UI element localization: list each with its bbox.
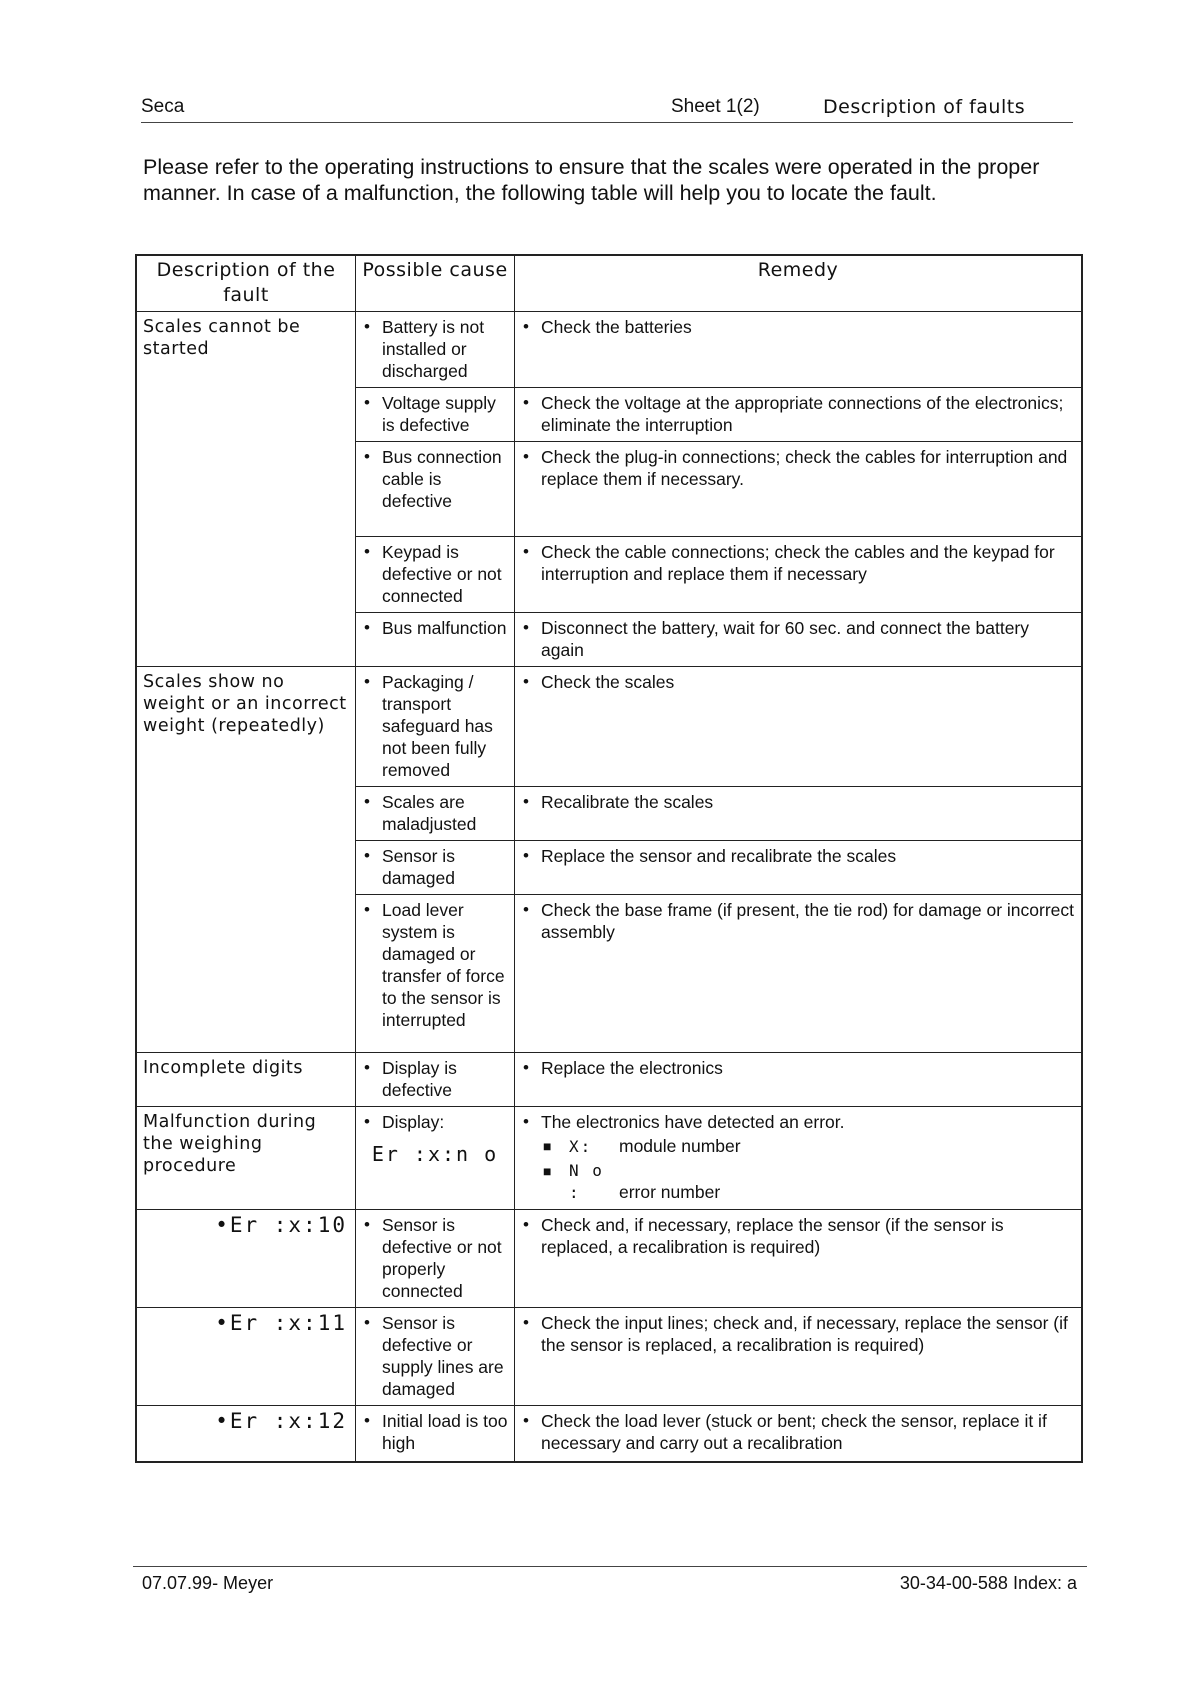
footer-date-author: 07.07.99- Meyer (142, 1573, 274, 1593)
page-footer (133, 1566, 1087, 1593)
remedy-cell: • Recalibrate the scales (515, 787, 1083, 841)
cause-cell: • Sensor is damaged (356, 841, 515, 895)
page-header (141, 96, 1073, 123)
remedy-cell: • The electronics have detected an error. ■ X: module number ■ N o : error number (515, 1107, 1083, 1210)
fault-cell: Incomplete digits (136, 1053, 356, 1107)
cause-cell: • Load lever system is damaged or transfer of force to the sensor is interrupted (356, 895, 515, 1053)
remedy-cell: • Check the scales (515, 667, 1083, 787)
cause-cell: • Display is defective (356, 1053, 515, 1107)
table-row (136, 1406, 1082, 1462)
header-title: Description of faults (823, 96, 1026, 118)
table-row (136, 312, 1082, 388)
header-cause: Possible cause (356, 255, 515, 312)
error-code-cell: •Er :x:11 (136, 1308, 356, 1406)
square-bullet-icon: ■ (543, 1138, 552, 1154)
table-row (136, 667, 1082, 787)
table-row (136, 1053, 1082, 1107)
fault-cell: Scales cannot be started (136, 312, 356, 667)
intro-paragraph: Please refer to the operating instructions to ensure that the scales were operated in the proper manner. In case of a malfunction, the following table will help you to locate the fault. (143, 155, 1040, 205)
error-code-cell: •Er :x:12 (136, 1406, 356, 1462)
remedy-cell: • Check and, if necessary, replace the sensor (if the sensor is replaced, a recalibration is required) (515, 1210, 1083, 1308)
remedy-cell: • Replace the electronics (515, 1053, 1083, 1107)
remedy-cell: • Disconnect the battery, wait for 60 sec. and connect the battery again (515, 613, 1083, 667)
footer-document-index: 30-34-00-588 Index: a (899, 1573, 1077, 1593)
table-row (136, 1107, 1082, 1210)
sub-item-module: ■ X: module number (543, 1136, 741, 1156)
remedy-cell: • Check the batteries (515, 312, 1083, 388)
header-fault: Description of the fault (136, 255, 356, 312)
header-sheet-number: Sheet 1(2) (671, 96, 760, 117)
remedy-cell: • Check the voltage at the appropriate connections of the electronics; eliminate the interruption (515, 388, 1083, 442)
header-brand: Seca (141, 96, 185, 117)
cause-cell: • Keypad is defective or not connected (356, 537, 515, 613)
fault-cell: Scales show no weight or an incorrect weight (repeatedly) (136, 667, 356, 1053)
remedy-cell: • Check the plug-in connections; check the cables for interruption and replace them if necessary. (515, 442, 1083, 537)
cause-cell: • Packaging / transport safeguard has not been fully removed (356, 667, 515, 787)
cause-cell: • Scales are maladjusted (356, 787, 515, 841)
cause-cell: • Sensor is defective or supply lines are damaged (356, 1308, 515, 1406)
cause-cell: • Initial load is too high (356, 1406, 515, 1462)
table-row (136, 1210, 1082, 1308)
fault-cell: Malfunction during the weighing procedure (136, 1107, 356, 1210)
cause-cell: • Display: Er :x:n o (356, 1107, 515, 1210)
remedy-cell: • Check the cable connections; check the cables and the keypad for interruption and replace them if necessary (515, 537, 1083, 613)
cause-cell: • Battery is not installed or discharged (356, 312, 515, 388)
cause-cell: • Voltage supply is defective (356, 388, 515, 442)
sub-item-error: ■ N o : error number (543, 1161, 721, 1202)
remedy-cell: • Check the input lines; check and, if necessary, replace the sensor (if the sensor is replaced, a recalibration is required) (515, 1308, 1083, 1406)
remedy-cell: • Replace the sensor and recalibrate the scales (515, 841, 1083, 895)
square-bullet-icon: ■ (543, 1163, 552, 1179)
remedy-cell: • Check the load lever (stuck or bent; check the sensor, replace it if necessary and carry out a recalibration (515, 1406, 1083, 1462)
cause-cell: • Bus connection cable is defective (356, 442, 515, 537)
error-display-code: Er :x:n o (371, 1142, 499, 1166)
error-code-cell: •Er :x:10 (136, 1210, 356, 1308)
cause-cell: • Bus malfunction (356, 613, 515, 667)
table-row (136, 1308, 1082, 1406)
fault-table (135, 254, 1083, 1463)
remedy-cell: • Check the base frame (if present, the tie rod) for damage or incorrect assembly (515, 895, 1083, 1053)
cause-cell: • Sensor is defective or not properly connected (356, 1210, 515, 1308)
header-remedy: Remedy (515, 255, 1083, 312)
table-header-row (136, 255, 1082, 312)
